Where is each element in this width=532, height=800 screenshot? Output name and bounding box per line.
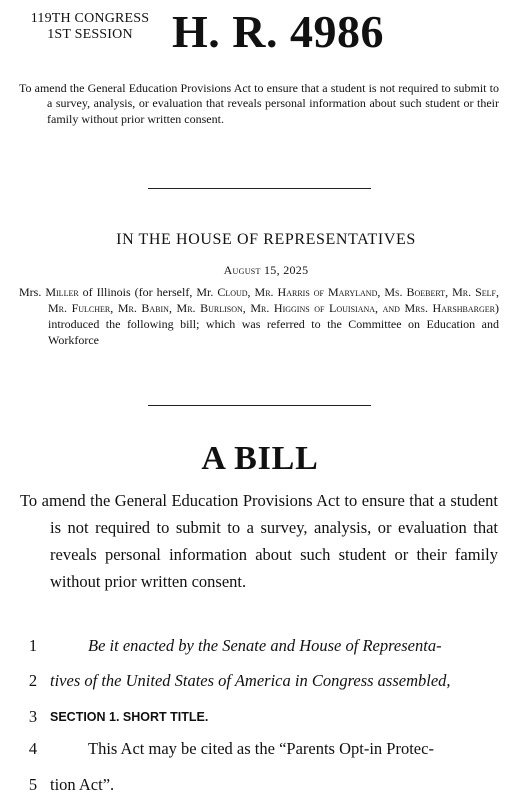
line-number: 4 — [28, 739, 38, 758]
divider-rule — [148, 188, 371, 189]
introduction-date: August 15, 2025 — [223, 263, 309, 277]
bill-line — [0, 702, 532, 732]
a-bill-heading: A BILL — [201, 440, 319, 477]
line-number: 1 — [28, 636, 38, 655]
session-number: 1ST SESSION — [47, 27, 133, 42]
congress-number: 119TH CONGRESS — [30, 11, 150, 26]
line-number: 2 — [28, 671, 38, 690]
introduction-paragraph — [19, 284, 499, 348]
bill-line — [0, 770, 532, 800]
chamber-heading: IN THE HOUSE OF REPRESENTATIVES — [116, 231, 416, 248]
divider-rule — [148, 405, 371, 406]
referral-text: ) introduced the following bill; which was referred to the Committee on Education and Workforce — [48, 301, 499, 347]
bill-line — [0, 631, 532, 661]
section-heading: SECTION 1. SHORT TITLE. — [50, 710, 209, 724]
sponsor-details: of Illinois (for herself, Mr. — [78, 285, 218, 299]
congress-session-label — [20, 11, 160, 43]
bill-purpose-summary: To amend the General Education Provisions Act to ensure that a student is not required to submit to a survey, analysis, or evaluation that reveals personal information about such student or their family without prior written consent. — [19, 81, 499, 126]
sponsor-name: Miller — [45, 285, 79, 299]
bill-line — [0, 734, 532, 764]
bill-number: H. R. 4986 — [172, 6, 384, 57]
bill-purpose: To amend the General Education Provisions Act to ensure that a student is not required to submit to a survey, analysis, or evaluation that reveals personal information about such student or their family without prior written consent. — [20, 491, 498, 591]
sponsor-title: Mrs. — [19, 285, 42, 299]
line-number: 3 — [28, 707, 38, 726]
bill-line — [0, 666, 532, 696]
line-number: 5 — [28, 775, 38, 794]
enacting-clause: tives of the United States of America in Congress assembled, — [50, 671, 451, 690]
enacting-clause: Be it enacted by the Senate and House of Representa- — [88, 636, 442, 655]
cosponsor-list: Cloud, Mr. Harris of Maryland, Ms. Boebert, Mr. Self, Mr. Fulcher, Mr. Babin, Mr. Burlison, Mr. Higgins of Louisiana, and Mrs. Harshbarger — [48, 285, 499, 315]
section-text: tion Act”. — [50, 775, 115, 794]
section-text: This Act may be cited as the “Parents Opt-in Protec- — [88, 739, 434, 758]
